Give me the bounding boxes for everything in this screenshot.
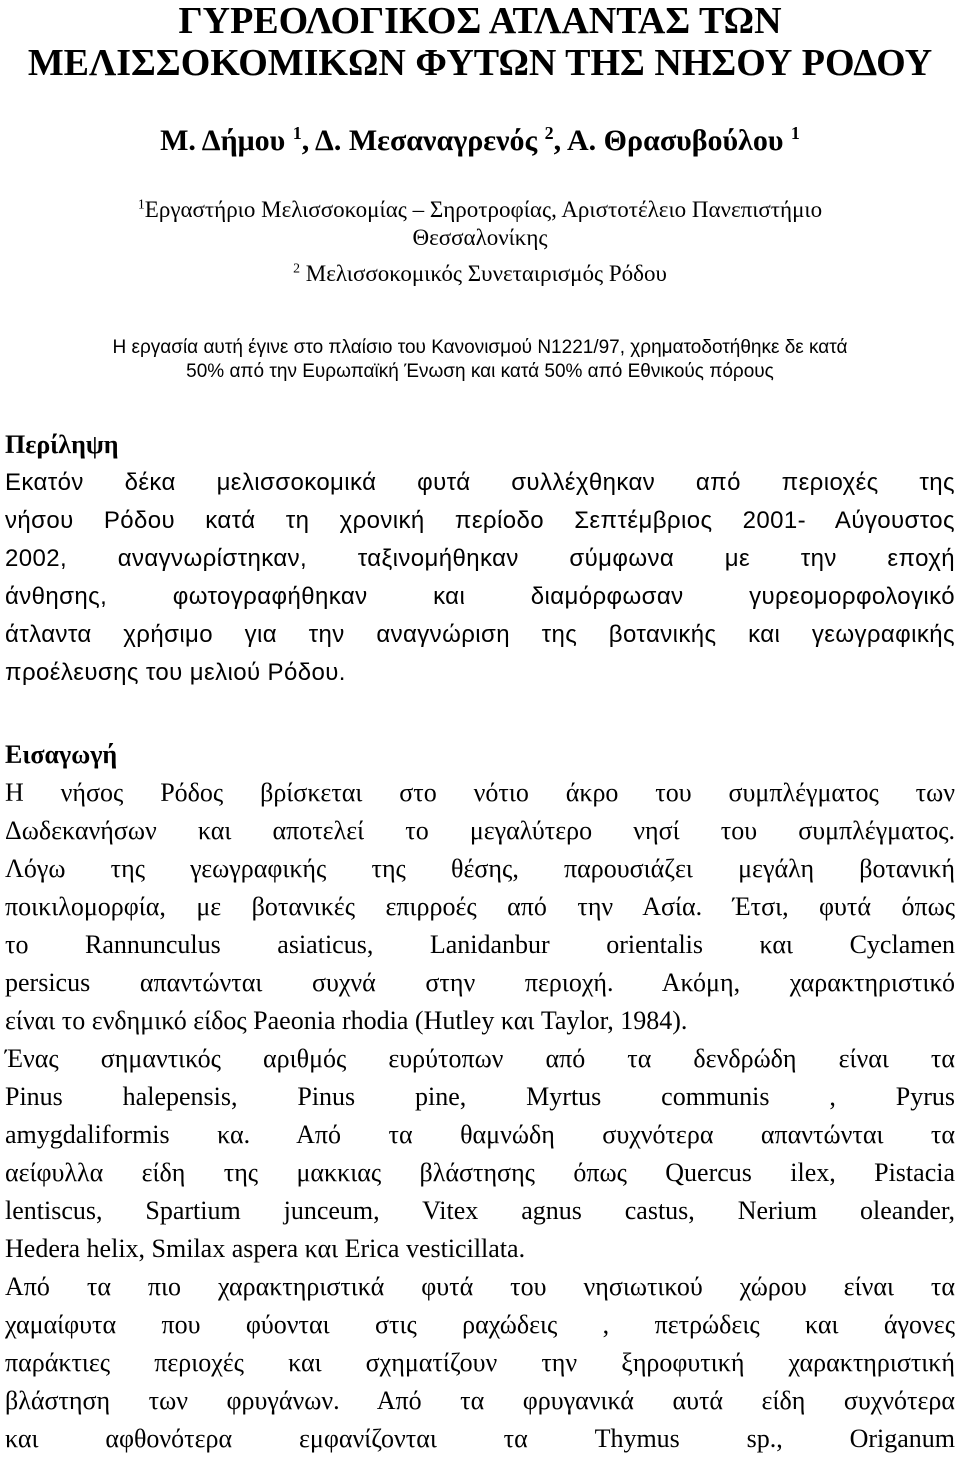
affiliation-1-line-1: Εργαστήριο Μελισσοκομίας – Σηροτροφίας, Αριστοτέλειο Πανεπιστήμιο [144,197,823,222]
intro-line: Pinus halepensis, Pinus pine, Myrtus communis , Pyrus [5,1082,955,1111]
funding-note-line-2: 50% από την Ευρωπαϊκή Ένωση και κατά 50% από Εθνικούς πόρους [186,361,774,382]
abstract-heading: Περίληψη [5,430,119,459]
abstract-line: νήσου Ρόδου κατά τη χρονική περίοδο Σεπτέμβριος 2001- Αύγουστος [5,507,955,534]
intro-line: αείφυλλα είδη της μακκιας βλάστησης όπως Quercus ilex, Pistacia [5,1158,955,1187]
intro-line: Hedera helix, Smilax aspera και Erica vesticillata. [5,1234,526,1263]
intro-line: παράκτιες περιοχές και σχηματίζουν την ξηροφυτική χαρακτηριστική [5,1348,955,1377]
intro-line: Η νήσος Ρόδος βρίσκεται στο νότιο άκρο του συμπλέγματος των [5,778,955,807]
abstract-line: Εκατόν δέκα μελισσοκομικά φυτά συλλέχθηκαν από περιοχές της [5,469,955,496]
introduction-body [5,774,955,1458]
affiliation-1 [0,196,960,252]
intro-line: Δωδεκανήσων και αποτελεί το μεγαλύτερο νησί του συμπλέγματος. [5,816,955,845]
author-2-affiliation: 2 [544,123,554,143]
title-line-2: ΜΕΛΙΣΣΟΚΟΜΙΚΩΝ ΦΥΤΩΝ ΤΗΣ ΝΗΣΟΥ ΡΟΔΟΥ [27,42,933,84]
author-2: , Δ. Μεσαναγρενός [301,124,545,157]
affiliation-1-line-2: Θεσσαλονίκης [412,225,548,250]
affiliation-2 [0,260,960,288]
intro-line: το Rannunculus asiaticus, Lanidanbur orientalis και Cyclamen [5,930,955,959]
funding-note-line-1: Η εργασία αυτή έγινε στο πλαίσιο του Κανονισμού Ν1221/97, χρηματοδοτήθηκε δε κατά [112,337,848,358]
intro-line: persicus απαντώνται συχνά στην περιοχή. Ακόμη, χαρακτηριστικό [5,968,955,997]
affiliation-2-text: Μελισσοκομικός Συνεταιρισμός Ρόδου [300,261,667,286]
paper-title [0,0,960,84]
affiliation-2-marker: 2 [293,260,301,276]
intro-line: Λόγω της γεωγραφικής της θέσης, παρουσιάζει μεγάλη βοτανική [5,854,955,883]
author-1-affiliation: 1 [292,123,302,143]
funding-note [0,336,960,384]
intro-line: χαμαίφυτα που φύονται στις ραχώδεις , πετρώδεις και άγονες [5,1310,955,1339]
abstract-line: άνθησης, φωτογραφήθηκαν και διαμόρφωσαν γυρεομορφολογικό [5,583,955,610]
intro-line: Ένας σημαντικός αριθμός ευρύτοπων από τα δενδρώδη είναι τα [5,1044,955,1073]
author-1: Μ. Δήμου [160,124,293,157]
abstract-body [5,464,955,692]
intro-line: και αφθονότερα εμφανίζονται τα Thymus sp., Origanum [5,1424,955,1453]
intro-line: lentiscus, Spartium junceum, Vitex agnus castus, Nerium oleander, [5,1196,955,1225]
intro-line: amygdaliformis κα. Από τα θαμνώδη συχνότερα απαντώνται τα [5,1120,955,1149]
intro-line: βλάστηση των φρυγάνων. Από τα φρυγανικά αυτά είδη συχνότερα [5,1386,955,1415]
intro-line: είναι το ενδημικό είδος Paeonia rhodia (Hutley και Taylor, 1984). [5,1006,688,1035]
abstract-line: 2002, αναγνωρίστηκαν, ταξινομήθηκαν σύμφωνα με την εποχή [5,545,955,572]
author-3-affiliation: 1 [790,123,800,143]
author-3: , Α. Θρασυβούλου [553,124,791,157]
intro-line: Από τα πιο χαρακτηριστικά φυτά του νησιωτικού χώρου είναι τα [5,1272,955,1301]
author-list [0,124,960,158]
abstract-line: άτλαντα χρήσιμο για την αναγνώριση της βοτανικής και γεωγραφικής [5,621,955,648]
title-line-1: ΓΥΡΕΟΛΟΓΙΚΟΣ ΑΤΛΑΝΤΑΣ ΤΩΝ [178,0,782,42]
intro-line: ποικιλομορφία, με βοτανικές επιρροές από την Ασία. Έτσι, φυτά όπως [5,892,955,921]
affiliation-1-marker: 1 [137,196,145,212]
abstract-line: προέλευσης του μελιού Ρόδου. [5,659,346,686]
introduction-heading: Εισαγωγή [5,740,118,769]
